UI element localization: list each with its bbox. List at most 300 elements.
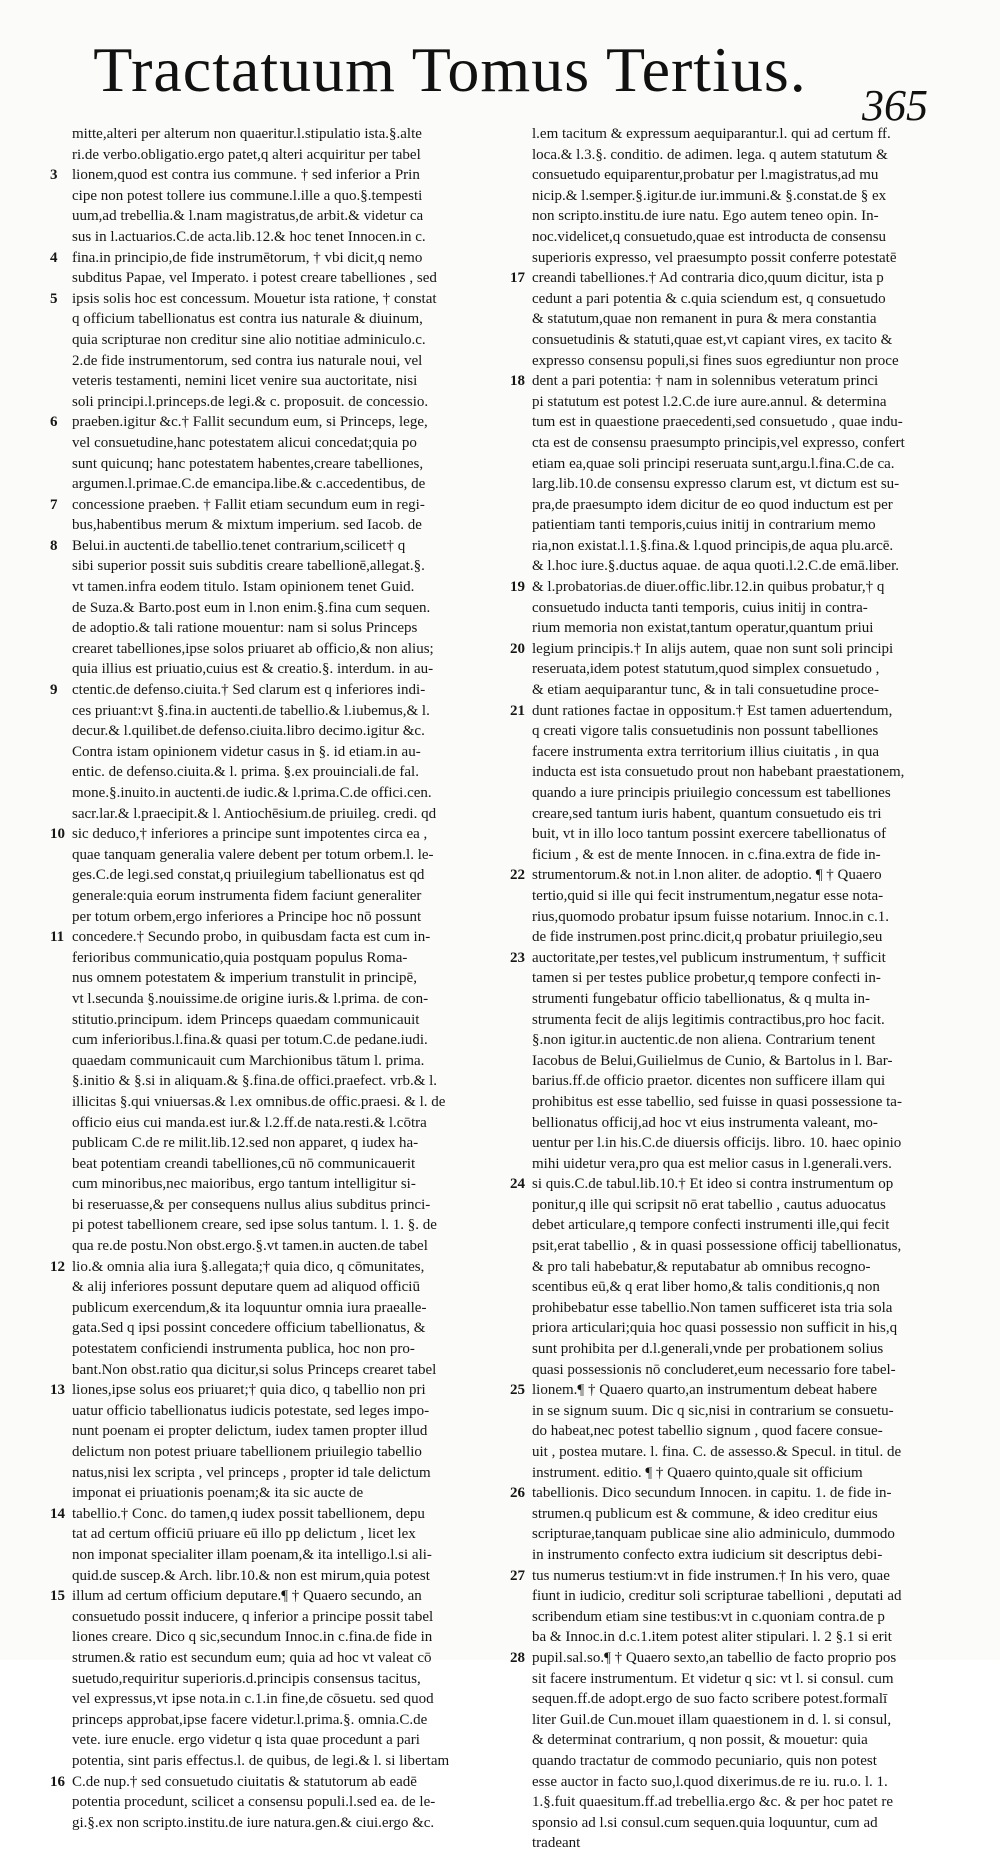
text-line (510, 309, 950, 330)
line-text: sic deduco,† inferiores a principe sunt impotentes circa ea , (72, 826, 428, 843)
line-text: strumen.q publicum est & commune, & ideo creditur eius (532, 1505, 878, 1522)
line-text: concessione praeben. † Fallit etiam secundum eum in regi- (72, 496, 425, 513)
line-text: consuetudo equiparentur,probatur per l.magistratus,ad mu (532, 167, 879, 184)
text-line (50, 536, 490, 557)
line-text: veteris testamenti, nemini licet venire sua auctoritate, nisi (72, 373, 418, 390)
line-text: generale:quia eorum instrumenta fidem faciunt generaliter (72, 887, 422, 904)
paragraph-number: 11 (50, 929, 65, 946)
line-text: fina.in principio,de fide instrumētorum, † vbi dicit,q nemo (72, 249, 423, 266)
text-line (50, 289, 490, 310)
text-line (510, 1092, 950, 1113)
text-line (50, 206, 490, 227)
line-text: vete. iure enucle. ergo videtur q ista quae procedunt a pari (72, 1732, 420, 1749)
text-line (510, 1463, 950, 1484)
text-line (510, 1689, 950, 1710)
text-line (510, 206, 950, 227)
paragraph-number: 16 (50, 1773, 65, 1790)
text-line (510, 1401, 950, 1422)
line-text: beat potentiam creandi tabelliones,cū nō communicauerit (72, 1155, 416, 1172)
line-text: pi statutum est potest l.2.C.de iure aure.annul. & determina (532, 393, 887, 410)
paragraph-number: 19 (510, 579, 525, 596)
text-line (50, 1442, 490, 1463)
line-text: illicitas §.qui vniuersas.& l.ex omnibus.de offic.praesi. & l. de (72, 1093, 446, 1110)
line-text: scripturae,tanquam publicae sine alio adminiculo, dummodo (532, 1526, 895, 1543)
line-text: Belui.in auctenti.de tabellio.tenet contrarium,scilicet† q (72, 537, 406, 554)
line-text: qua re.de postu.Non obst.ergo.§.vt tamen.in aucten.de tabel (72, 1238, 428, 1255)
line-text: uum,ad trebellia.& l.nam magistratus,de arbit.& videtur ca (72, 208, 424, 225)
text-line (50, 742, 490, 763)
line-text: lionem,quod est contra ius commune. † sed inferior a Prin (72, 167, 420, 184)
line-text: ria,non existat.l.1.§.fina.& l.quod principis,de aqua plu.arcē. (532, 537, 894, 554)
line-text: consuetudo inducta tanti temporis, cuius initij in contra- (532, 599, 868, 616)
line-text: Contra istam opinionem videtur casus in §. id etiam.in au- (72, 743, 421, 760)
line-text: pupil.sal.so.¶ † Quaero sexto,an tabellio de facto proprio pos (532, 1649, 897, 1666)
line-text: & etiam aequiparantur tunc, & in tali consuetudine proce- (532, 682, 879, 699)
text-line (50, 721, 490, 742)
text-line (50, 762, 490, 783)
line-text: 1.§.fuit quaesitum.ff.ad trebellia.ergo &c. & per hoc patet re (532, 1794, 893, 1811)
text-line (50, 1669, 490, 1690)
text-line (510, 1113, 950, 1134)
line-text: sequen.ff.de adopt.ergo de suo facto scribere potest.formalī (532, 1691, 888, 1708)
left-text-column (50, 124, 490, 1831)
text-line (50, 1401, 490, 1422)
line-text: scentibus eū,& q erat liber homo,& talis conditionis,q non (532, 1279, 880, 1296)
line-text: superioris expresso, vel praesumpto possit conferre potestatē (532, 249, 897, 266)
text-line (50, 474, 490, 495)
text-line (50, 1318, 490, 1339)
line-text: inducta est ista consuetudo prout non habebant praestationem, (532, 764, 905, 781)
text-line (50, 1421, 490, 1442)
line-text: strumen.& ratio est secundum eum; quia ad hoc vt valeat cō (72, 1649, 432, 1666)
text-line (510, 1442, 950, 1463)
line-text: nus omnem potestatem & imperium transtulit in principē, (72, 970, 417, 987)
text-line (510, 1710, 950, 1731)
line-text: scribendum etiam sine testibus:vt in c.quoniam contra.de p (532, 1608, 885, 1625)
text-line (510, 1483, 950, 1504)
line-text: cta est de consensu praesumpto principis,vel expresso, confert (532, 434, 905, 451)
text-line (510, 639, 950, 660)
line-text: vel consuetudine,hanc potestatem alicui concedat;quia po (72, 434, 417, 451)
text-line (50, 1010, 490, 1031)
text-line (510, 680, 950, 701)
line-text: ponitur,q ille qui scripsit nō erat tabellio , cautus aduocatus (532, 1196, 886, 1213)
text-line (510, 865, 950, 886)
line-text: nunt poenam ei propter delictum, iudex tamen propter illud (72, 1423, 428, 1440)
text-line (50, 577, 490, 598)
text-line (510, 1421, 950, 1442)
text-line (50, 1298, 490, 1319)
line-text: sibi superior possit suis subditis creare tabellionē,allegat.§. (72, 558, 425, 575)
line-text: loca.& l.3.§. conditio. de adimen. lega. q autem statutum & (532, 146, 888, 163)
paragraph-number: 23 (510, 949, 525, 966)
text-line (510, 989, 950, 1010)
line-text: ri.de verbo.obligatio.ergo patet,q alteri acquiritur per tabel (72, 146, 421, 163)
line-text: si quis.C.de tabul.lib.10.† Et ideo si contra instrumentum op (532, 1176, 894, 1193)
text-line (50, 824, 490, 845)
line-text: larg.lib.10.de consensu expresso clarum est, vt dictum est su- (532, 476, 900, 493)
line-text: sit facere instrumentum. Et videtur q sic: vt l. si consul. cum (532, 1670, 894, 1687)
text-line (50, 865, 490, 886)
text-line (510, 1257, 950, 1278)
line-text: 2.de fide instrumentorum, sed contra ius naturale noui, vel (72, 352, 423, 369)
line-text: tamen si per testes publice probetur,q tempore confecti in- (532, 970, 881, 987)
line-text: quando a iure principis priuilegio concessum est tabelliones (532, 785, 891, 801)
line-text: de Suza.& Barto.post eum in l.non enim.§.fina cum sequen. (72, 599, 431, 616)
line-text: bellionatus officij,ad hoc vt eius instrumenta valeant, mo- (532, 1114, 878, 1131)
paragraph-number: 6 (50, 414, 58, 431)
text-line (510, 1751, 950, 1772)
text-line (50, 886, 490, 907)
text-line (50, 1030, 490, 1051)
text-line (50, 495, 490, 516)
text-line (510, 330, 950, 351)
line-text: expresso consensu populi,si fines suos egrediuntur non proce (532, 352, 899, 369)
text-line (510, 701, 950, 722)
line-text: publicum exercendum,& ita loquuntur omnia iura praealle- (72, 1299, 427, 1316)
line-text: bus,habentibus merum & mixtum imperium. sed Iacob. de (72, 517, 422, 534)
text-line (510, 124, 950, 145)
line-text: q officium tabellionatus est contra ius naturale & diuinum, (72, 311, 423, 328)
text-line (50, 1524, 490, 1545)
text-line (50, 1813, 490, 1834)
line-text: cum minoribus,nec maioribus, ergo tantum intelligitur si- (72, 1176, 416, 1193)
line-text: liones,ipse solus eos priuaret;† quia dico, q tabellio non pri (72, 1382, 426, 1399)
line-text: strumenta fecit de alijs legitimis contractibus,pro hoc facit. (532, 1011, 885, 1028)
line-text: argumen.l.primae.C.de emancipa.libe.& c.accedentibus, de (72, 476, 426, 493)
line-text: ctentic.de defenso.ciuita.† Sed clarum est q inferiores indi- (72, 682, 426, 699)
text-line (50, 1195, 490, 1216)
text-line (510, 1236, 950, 1257)
text-line (510, 1669, 950, 1690)
text-line (510, 1627, 950, 1648)
line-text: tat ad certum officiū priuare eū illo pp delictum , licet lex (72, 1526, 416, 1543)
text-line (510, 762, 950, 783)
text-line (510, 968, 950, 989)
text-line (510, 1318, 950, 1339)
text-line (510, 433, 950, 454)
line-text: gata.Sed q ipsi possint concedere officium tabellionatus, & (72, 1320, 426, 1337)
text-line (510, 948, 950, 969)
text-line (510, 454, 950, 475)
text-line (50, 1504, 490, 1525)
line-text: bant.Non obst.ratio qua dicitur,si solus Princeps crearet tabel (72, 1361, 437, 1378)
line-text: ficium , & est de mente Innocen. in c.fina.extra de fide in- (532, 846, 881, 863)
line-text: de fide instrumen.post princ.dicit,q probatur priuilegio,seu (532, 929, 883, 946)
line-text: uatur officio tabellionatus iudicis potestate, sed leges impo- (72, 1402, 430, 1419)
line-text: creare,sed tantum iuris habent, quantum consuetudo eis tri (532, 805, 882, 822)
line-text: §.initio & §.si in aliquam.& §.fina.de offici.praefect. vrb.& l. (72, 1073, 438, 1090)
text-line (510, 1833, 950, 1854)
text-line (50, 948, 490, 969)
line-text: l.em tacitum & expressum aequiparantur.l. qui ad certum ff. (532, 126, 891, 142)
line-text: in se signum suum. Dic q sic,nisi in contrarium se consuetu- (532, 1402, 894, 1419)
text-line (50, 454, 490, 475)
text-line (50, 1236, 490, 1257)
paragraph-number: 17 (510, 270, 525, 287)
text-line (50, 639, 490, 660)
paragraph-number: 25 (510, 1382, 525, 1399)
text-line (510, 289, 950, 310)
line-text: tertio,quid si ille qui fecit instrumentum,negatur esse nota- (532, 887, 884, 904)
text-line (510, 1380, 950, 1401)
line-text: ces priuant:vt §.fina.in auctenti.de tabellio.& l.iubemus,& l. (72, 702, 430, 719)
text-line (50, 165, 490, 186)
line-text: princeps approbat,ipse facere videtur.l.prima.§. omnia.C.de (72, 1711, 428, 1728)
line-text: potentia procedunt, scilicet a consensu populi.l.sed ea. de le- (72, 1794, 436, 1811)
text-line (50, 845, 490, 866)
text-line (510, 1339, 950, 1360)
text-line (510, 1051, 950, 1072)
line-text: & statutum,quae non remanent in pura & mera constantia (532, 311, 877, 328)
text-line (50, 968, 490, 989)
line-text: mone.§.inuito.in auctenti.de iudic.& l.prima.C.de offici.cen. (72, 785, 432, 801)
line-text: quae tanquam generalia valere debent per totum orbem.l. le- (72, 846, 434, 863)
paragraph-number: 8 (50, 537, 58, 554)
line-text: psit,erat tabellio , & in quasi possessione officij tabellionatus, (532, 1238, 902, 1255)
line-text: prohibitus est esse tabellio, sed fuisse in quasi possessione ta- (532, 1093, 902, 1110)
text-line (510, 618, 950, 639)
line-text: patientiam tanti temporis,cuius initij in contrarium memo (532, 517, 876, 534)
line-text: rium memoria non existat,tantum operatur,quantum priui (532, 620, 874, 637)
line-text: quasi possessionis nō concluderet,eum necessario fore tabel- (532, 1361, 896, 1378)
text-line (50, 804, 490, 825)
line-text: sus in l.actuarios.C.de acta.lib.12.& hoc tenet Innocen.in c. (72, 228, 426, 245)
text-line (50, 1380, 490, 1401)
line-text: prohibebatur esse tabellio.Non tamen sufficeret ista tria sola (532, 1299, 893, 1316)
line-text: debet articulare,q tempore confecti instrumenti ille,qui fecit (532, 1217, 890, 1234)
text-line (50, 1545, 490, 1566)
paragraph-number: 10 (50, 826, 65, 843)
line-text: lionem.¶ † Quaero quarto,an instrumentum debeat habere (532, 1382, 878, 1399)
paragraph-number: 7 (50, 496, 58, 513)
text-line (50, 1215, 490, 1236)
text-line (510, 556, 950, 577)
text-line (510, 804, 950, 825)
text-line (510, 845, 950, 866)
text-line (50, 659, 490, 680)
text-line (50, 145, 490, 166)
line-text: reseruata,idem potest statutum,quod simplex consuetudo , (532, 661, 880, 678)
line-text: lio.& omnia alia iura §.allegata;† quia dico, q cōmunitates, (72, 1258, 425, 1275)
line-text: delictum non potest priuare tabellionem priuilegio tabellio (72, 1444, 422, 1460)
line-text: legium principis.† In alijs autem, quae non sunt soli principi (532, 640, 894, 657)
paragraph-number: 22 (510, 867, 525, 884)
text-line (510, 659, 950, 680)
text-line (510, 907, 950, 928)
text-line (510, 392, 950, 413)
text-line (50, 227, 490, 248)
line-text: & l.hoc iure.§.ductus aquae. de aqua quoti.l.2.C.de emā.liber. (532, 558, 899, 575)
text-line (50, 1133, 490, 1154)
line-text: decur.& l.quilibet.de defenso.ciuita.libro decimo.igitur &c. (72, 723, 425, 740)
line-text: esse auctor in facto suo,l.quod dixerimus.de re iu. ru.o. l. 1. (532, 1773, 888, 1790)
line-text: buit, vt in illo loco tantum possint exercere tabellionatus of (532, 826, 887, 843)
text-line (50, 1751, 490, 1772)
line-text: tum est in quaestione praecedenti,sed consuetudo , quae indu- (532, 414, 903, 431)
text-line (50, 680, 490, 701)
line-text: illum ad certum officium deputare.¶ † Quaero secundo, an (72, 1588, 422, 1605)
text-line (50, 1730, 490, 1751)
line-text: per totum orbem,ergo inferiores a Principe hoc nō possunt (72, 908, 422, 925)
paragraph-number: 9 (50, 682, 58, 699)
line-text: gi.§.ex non scripto.institu.de iure natura.gen.& ciui.ergo &c. (72, 1814, 435, 1831)
text-line (50, 1710, 490, 1731)
line-text: consuetudo possit inducere, q inferior a principe possit tabel (72, 1608, 434, 1625)
text-line (50, 1483, 490, 1504)
line-text: crearet tabelliones,ipse solos priuaret ab officio,& non alius; (72, 640, 434, 657)
line-text: liones creare. Dico q sic,secundum Innoc.in c.fina.de fide in (72, 1629, 433, 1646)
line-text: publicam C.de re milit.lib.12.sed non apparet, q iudex ha- (72, 1135, 419, 1152)
line-text: do habeat,nec potest tabellio signum , quod facere consue- (532, 1423, 883, 1440)
text-line (50, 1051, 490, 1072)
paragraph-number: 12 (50, 1258, 65, 1275)
text-line (510, 1545, 950, 1566)
line-text: uit , postea mutare. l. fina. C. de assesso.& Specul. in titul. de (532, 1444, 902, 1460)
text-line (50, 351, 490, 372)
text-line (510, 351, 950, 372)
text-line (510, 1607, 950, 1628)
text-line (510, 1195, 950, 1216)
line-text: cipe non potest tollere ius commune.l.ille a quo.§.tempesti (72, 187, 423, 204)
paragraph-number: 28 (510, 1649, 525, 1666)
line-text: officio eius cui manda.est iur.& l.2.ff.de nata.resti.& l.cōtra (72, 1114, 427, 1131)
text-line (510, 248, 950, 269)
line-text: in instrumento confecto extra iudicium sit descriptus debi- (532, 1546, 883, 1563)
text-line (50, 412, 490, 433)
paragraph-number: 14 (50, 1505, 65, 1522)
text-line (510, 1154, 950, 1175)
text-line (50, 927, 490, 948)
text-line (50, 598, 490, 619)
paragraph-number: 26 (510, 1485, 525, 1502)
text-line (510, 742, 950, 763)
line-text: nicip.& l.semper.§.igitur.de iur.immuni.& §.constat.de § ex (532, 187, 887, 204)
text-line (510, 495, 950, 516)
text-line (50, 1463, 490, 1484)
text-line (50, 392, 490, 413)
text-line (510, 1524, 950, 1545)
text-line (50, 1792, 490, 1813)
line-text: pi potest tabellionem creare, sed ipse solus tantum. l. 1. §. de (72, 1217, 437, 1234)
text-line (510, 598, 950, 619)
text-line (510, 1772, 950, 1793)
text-line (510, 145, 950, 166)
line-text: q creati vigore talis consuetudinis non possunt tabelliones (532, 723, 879, 740)
text-line (510, 824, 950, 845)
text-line (50, 701, 490, 722)
text-line (510, 268, 950, 289)
line-text: vt tamen.infra eodem titulo. Istam opinionem tenet Guid. (72, 579, 415, 596)
text-line (510, 1504, 950, 1525)
text-line (510, 1215, 950, 1236)
line-text: pra,de praesumpto idem dicitur de eo quod inductum est per (532, 496, 893, 513)
text-line (50, 556, 490, 577)
line-text: entic. de defenso.ciuita.& l. prima. §.ex prouinciali.de fal. (72, 764, 419, 781)
line-text: quando tractatur de commodo pecuniario, quis non potest (532, 1752, 877, 1769)
line-text: praeben.igitur &c.† Fallit secundum eum, si Princeps, lege, (72, 414, 428, 431)
line-text: quid.de suscep.& Arch. libr.10.& non est mirum,quia potest (72, 1567, 430, 1584)
line-text: vt l.secunda §.nouissime.de origine iuris.& l.prima. de con- (72, 990, 429, 1007)
paragraph-number: 20 (510, 640, 525, 657)
line-text: sacr.lar.& l.praecipit.& l. Antiochēsium.de priuileg. credi. qd (72, 805, 437, 822)
line-text: subditus Papae, vel Imperato. i potest creare tabelliones , sed (72, 270, 437, 287)
text-line (50, 1277, 490, 1298)
line-text: instrument. editio. ¶ † Quaero quinto,quale sit officium (532, 1464, 863, 1481)
text-line (510, 1174, 950, 1195)
line-text: sponsio ad l.si consul.cum sequen.quia loquuntur, cum ad (532, 1814, 878, 1831)
text-line (50, 1071, 490, 1092)
text-line (510, 1360, 950, 1381)
text-line (510, 1010, 950, 1031)
line-text: potentia, sint paris effectus.l. de quibus, de legi.& l. si libertam (72, 1752, 450, 1769)
text-line (50, 1257, 490, 1278)
paragraph-number: 13 (50, 1382, 65, 1399)
line-text: priora articulari;quia hoc quasi possessio non sufficit in his,q (532, 1320, 898, 1337)
text-line (50, 515, 490, 536)
paragraph-number: 18 (510, 373, 525, 390)
line-text: quia scripturae non creditur sine alio notitiae adminiculo.c. (72, 331, 426, 348)
text-line (50, 1586, 490, 1607)
text-line (510, 1277, 950, 1298)
line-text: ipsis solis hoc est concessum. Mouetur ista ratione, † constat (72, 290, 437, 307)
text-line (510, 165, 950, 186)
text-line (50, 1772, 490, 1793)
text-line (510, 577, 950, 598)
text-line (510, 1071, 950, 1092)
text-line (50, 1360, 490, 1381)
text-line (50, 186, 490, 207)
text-line (510, 515, 950, 536)
text-line (510, 927, 950, 948)
line-text: strumentorum.& not.in l.non aliter. de adoptio. ¶ † Quaero (532, 867, 882, 884)
line-text: imponat ei priuationis poenam;& ita sic aucte de (72, 1485, 364, 1502)
text-line (510, 886, 950, 907)
line-text: & l.probatorias.de diuer.offic.libr.12.in quibus probatur,† q (532, 579, 885, 596)
line-text: liter Guil.de Cun.mouet illam quaestionem in d. l. si consul, (532, 1711, 892, 1728)
text-line (50, 1174, 490, 1195)
text-line (50, 1566, 490, 1587)
paragraph-number: 5 (50, 290, 58, 307)
line-text: Iacobus de Belui,Guilielmus de Cunio, & Bartolus in l. Bar- (532, 1052, 893, 1069)
page-number: 365 (862, 81, 928, 130)
line-text: de adoptio.& tali ratione mouentur: nam si solus Princeps (72, 620, 418, 637)
text-line (50, 1627, 490, 1648)
line-text: ba & Innoc.in d.c.1.item potest aliter stipulari. l. 2 §.1 si erit (532, 1629, 892, 1646)
line-text: tus numerus testium:vt in fide instrumen.† In his vero, quae (532, 1567, 890, 1584)
line-text: etiam ea,quae soli principi reseruata sunt,argu.l.fina.C.de ca. (532, 455, 895, 472)
line-text: quia illius est priuatio,cuius est & creatio.§. interdum. in au- (72, 661, 434, 678)
line-text: tabellionis. Dico secundum Innocen. in capitu. 1. de fide in- (532, 1485, 892, 1502)
line-text: quaedam communicauit cum Marchionibus tātum l. prima. (72, 1052, 425, 1069)
text-line (510, 186, 950, 207)
text-line (510, 1648, 950, 1669)
text-line (510, 1813, 950, 1834)
line-text: soli principi.l.princeps.de legi.& c. proposuit. de concessio. (72, 393, 429, 410)
paragraph-number: 24 (510, 1176, 525, 1193)
line-text: mitte,alteri per alterum non quaeritur.l.stipulatio ista.§.alte (72, 126, 422, 142)
line-text: concedere.† Secundo probo, in quibusdam facta est cum in- (72, 929, 431, 946)
text-line (510, 227, 950, 248)
line-text: non imponat specialiter illam poenam,& ita intelligo.l.si ali- (72, 1546, 432, 1563)
paragraph-number: 4 (50, 249, 58, 266)
text-line (510, 536, 950, 557)
line-text: facere instrumenta extra territorium illius ciuitatis , in qua (532, 743, 879, 760)
text-line (510, 371, 950, 392)
line-text: strumenti fungebatur officio tabellionatus, & q multa in- (532, 990, 870, 1007)
paragraph-number: 21 (510, 702, 525, 719)
text-line (510, 1586, 950, 1607)
